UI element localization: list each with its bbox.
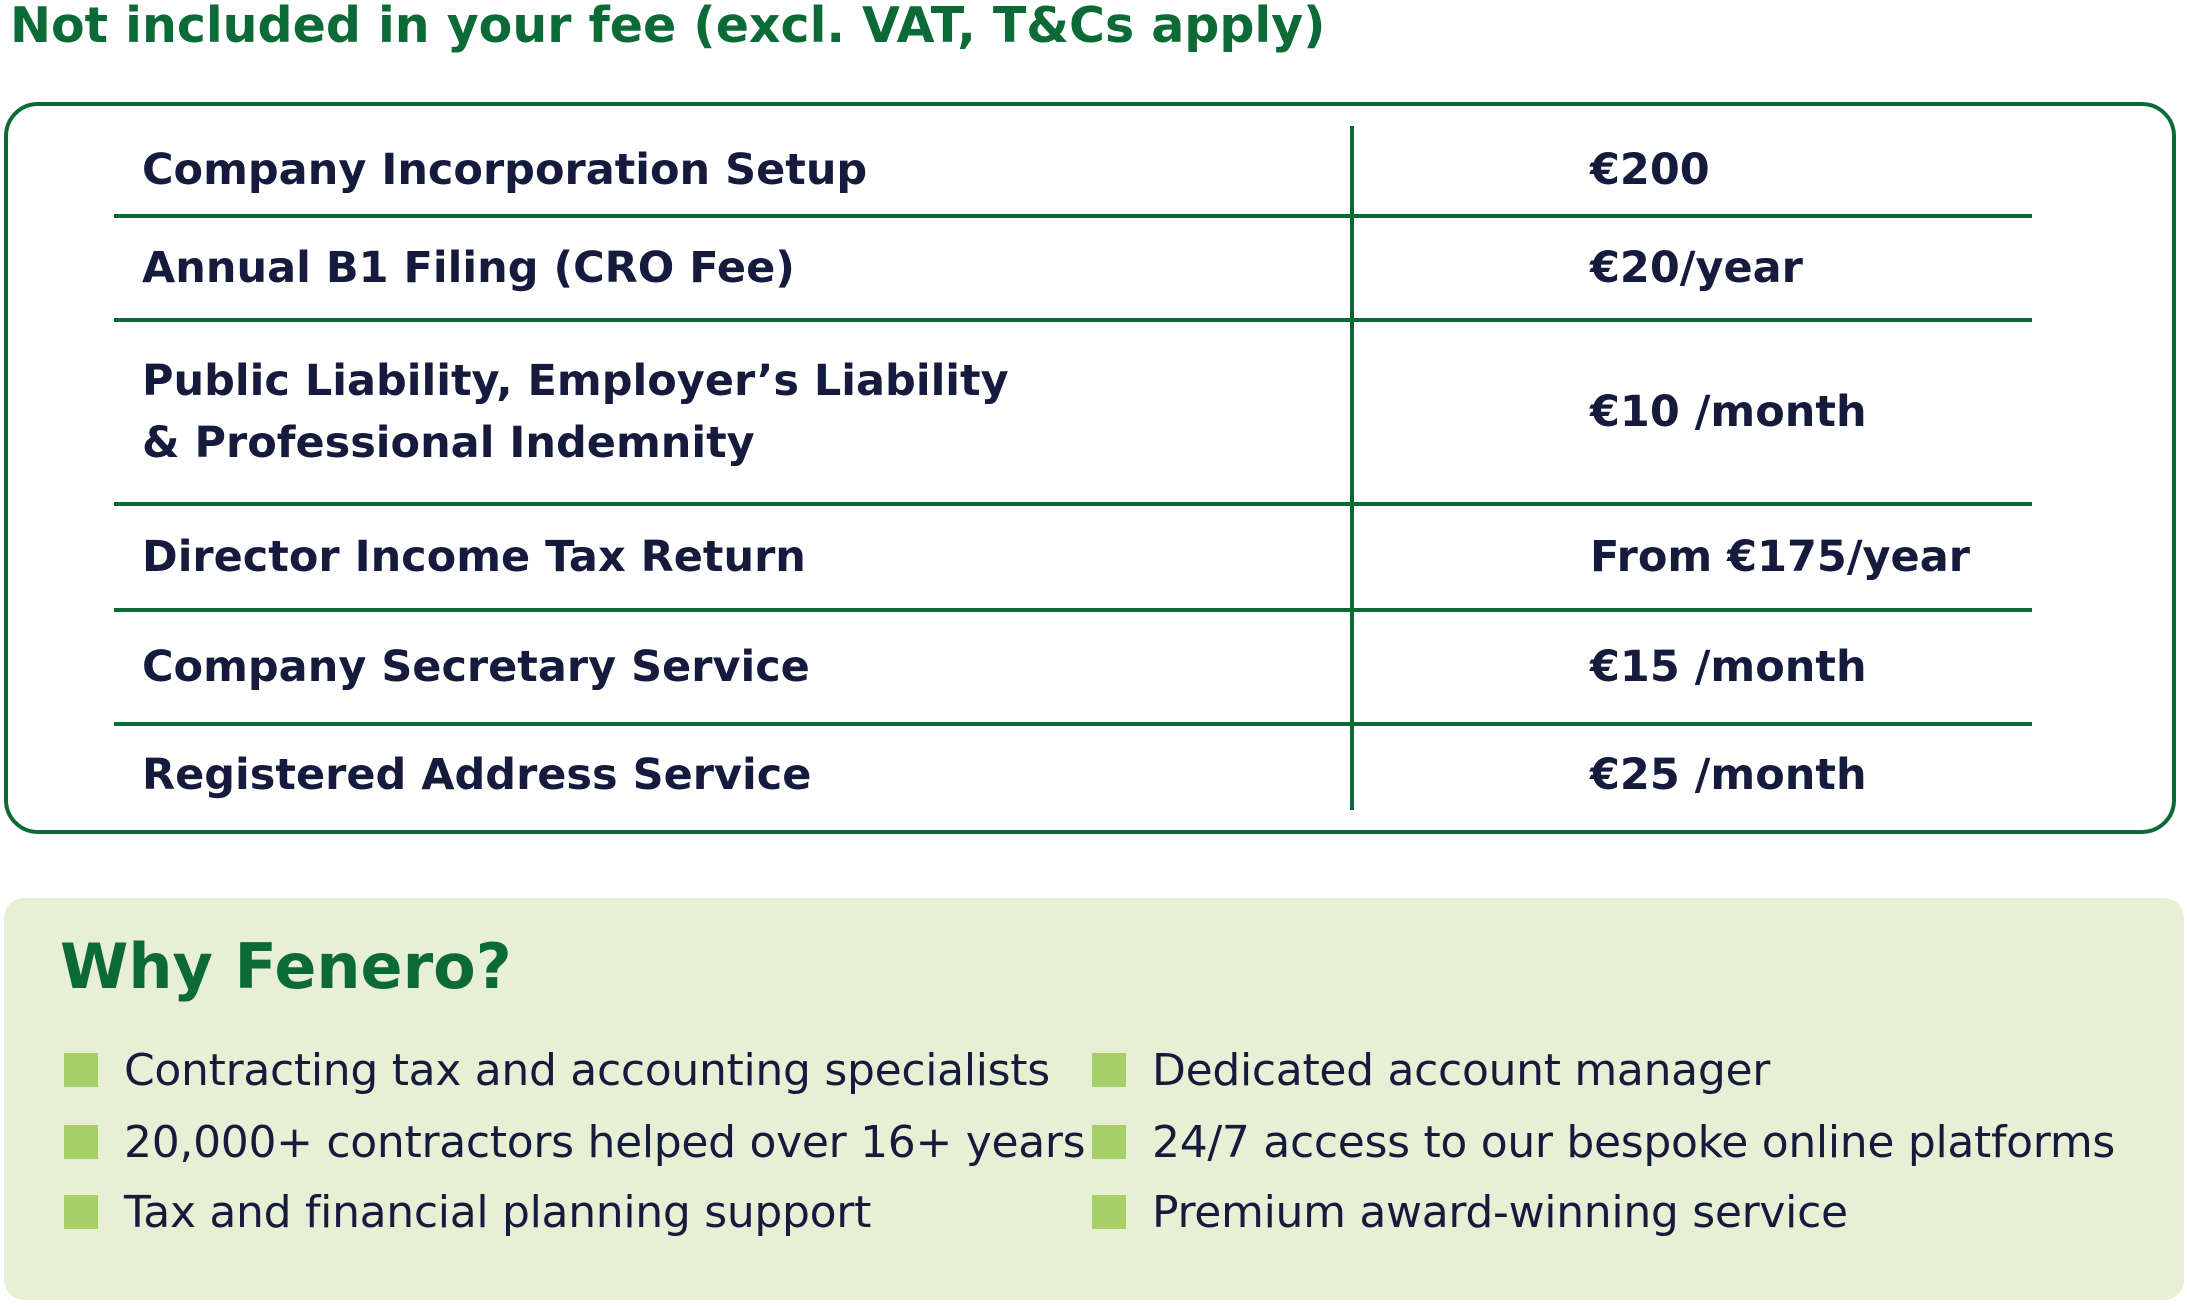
fee-table-column-divider	[1350, 126, 1354, 810]
fee-price-registered-address: €25 /month	[1590, 750, 1867, 800]
bullet-square-icon	[64, 1053, 98, 1087]
why-item-text: Premium award-winning service	[1152, 1186, 1848, 1238]
fee-price-b1-filing: €20/year	[1590, 243, 1803, 293]
fee-price-secretary: €15 /month	[1590, 642, 1867, 692]
fee-price-director-tax: From €175/year	[1590, 532, 1970, 582]
why-item-text: 20,000+ contractors helped over 16+ years	[124, 1116, 1086, 1168]
why-fenero-title: Why Fenero?	[60, 930, 512, 1003]
fee-service-label: Company Secretary Service	[142, 642, 810, 692]
bullet-square-icon	[1092, 1195, 1126, 1229]
fee-service-label: Registered Address Service	[142, 750, 812, 800]
why-item-text: Contracting tax and accounting specialists	[124, 1044, 1050, 1096]
fee-service-b1-filing	[142, 218, 1332, 318]
fee-service-director-tax	[142, 506, 1332, 608]
fee-service-incorporation	[142, 126, 1332, 214]
fee-service-label-line2: & Professional Indemnity	[142, 418, 755, 468]
why-item	[64, 1180, 871, 1244]
fee-service-secretary	[142, 612, 1332, 722]
fee-service-label: Company Incorporation Setup	[142, 145, 868, 195]
fees-heading: Not included in your fee (excl. VAT, T&Cs apply)	[10, 0, 1326, 54]
bullet-square-icon	[1092, 1125, 1126, 1159]
fee-service-label: Annual B1 Filing (CRO Fee)	[142, 243, 795, 293]
why-item	[64, 1110, 1085, 1174]
why-item	[1092, 1180, 1848, 1244]
bullet-square-icon	[1092, 1053, 1126, 1087]
fee-service-label-line1: Public Liability, Employer’s Liability	[142, 356, 1009, 406]
fee-price-insurance: €10 /month	[1590, 387, 1867, 437]
fee-service-registered-address	[142, 726, 1332, 824]
why-item-text: Dedicated account manager	[1152, 1044, 1771, 1096]
bullet-square-icon	[64, 1195, 98, 1229]
fee-price-incorporation: €200	[1590, 145, 1710, 195]
why-item	[1092, 1110, 2115, 1174]
why-item-text: 24/7 access to our bespoke online platforms	[1152, 1116, 2116, 1168]
fee-service-label: Director Income Tax Return	[142, 532, 806, 582]
why-item	[64, 1038, 1050, 1102]
why-item	[1092, 1038, 1770, 1102]
bullet-square-icon	[64, 1125, 98, 1159]
fee-service-insurance	[142, 322, 1332, 502]
why-item-text: Tax and financial planning support	[124, 1186, 872, 1238]
